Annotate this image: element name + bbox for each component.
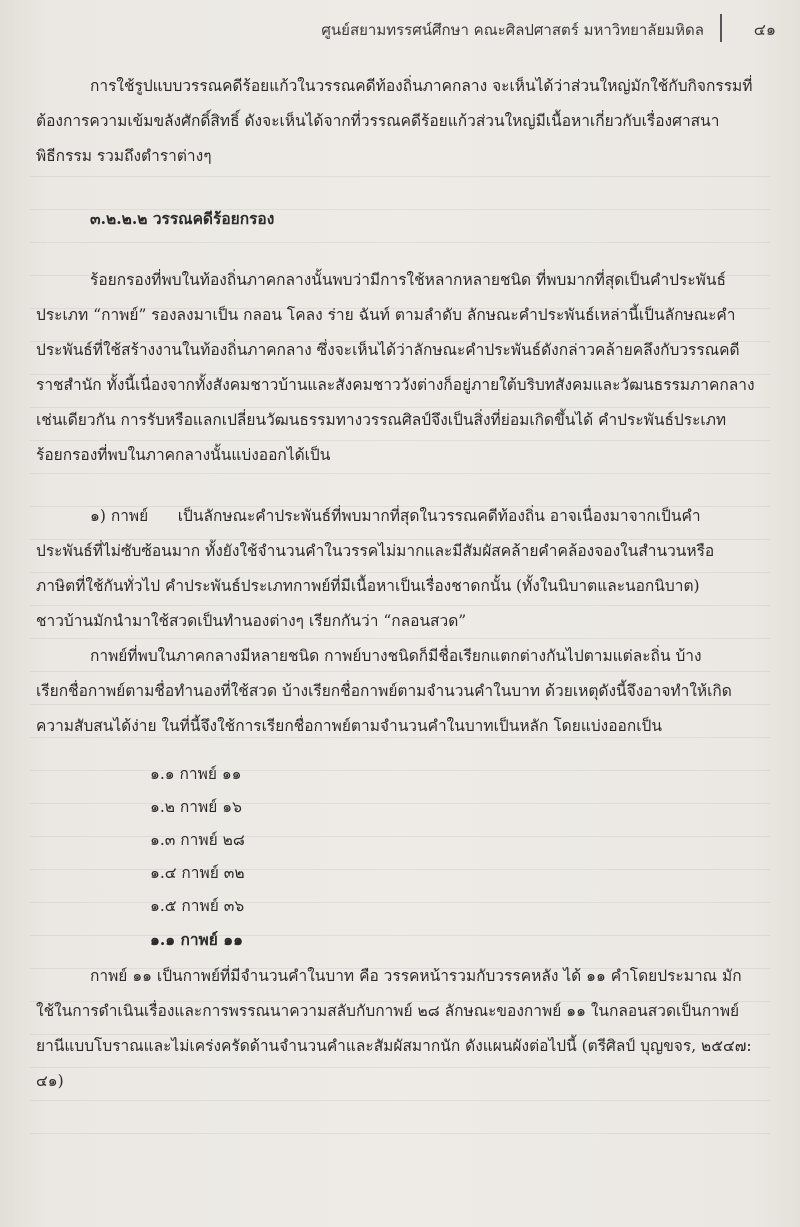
subsection-heading: ๑.๑ กาพย์ ๑๑ <box>150 930 243 949</box>
paragraph-line: ๔๑) <box>36 1072 64 1090</box>
paragraph-line: ประพันธ์ที่ไม่ซับซ้อนมาก ทั้งยังใช้จำนวนคำในวรรคไม่มากและมีสัมผัสคล้ายคำคล้องจองในสำนวนหรือ <box>36 542 715 560</box>
header-title: ศูนย์สยามทรรศน์ศึกษา คณะศิลปศาสตร์ มหาวิทยาลัยมหิดล <box>321 21 704 39</box>
section-heading: ๓.๒.๒.๒ วรรณคดีร้อยกรอง <box>90 209 275 228</box>
paragraph-line: เรียกชื่อกาพย์ตามชื่อทำนองที่ใช้สวด บ้างเรียกชื่อกาพย์ตามจำนวนคำในบาท ด้วยเหตุดังนี้จึงอาจทำให้เกิด <box>36 682 732 700</box>
paragraph-line: การใช้รูปแบบวรรณคดีร้อยแก้วในวรรณคดีท้องถิ่นภาคกลาง จะเห็นได้ว่าส่วนใหญ่มักใช้กับกิจกรรมที่ <box>90 77 753 95</box>
page-number: ๔๑ <box>753 20 776 39</box>
paragraph-line: ใช้ในการดำเนินเรื่องและการพรรณนาความสลับกับกาพย์ ๒๘ ลักษณะของกาพย์ ๑๑ ในกลอนสวดเป็นกาพย์ <box>36 1002 740 1020</box>
paragraph-line: เช่นเดียวกัน การรับหรือแลกเปลี่ยนวัฒนธรรมทางวรรณศิลป์จึงเป็นสิ่งที่ย่อมเกิดขึ้นได้ คำประพันธ์ประเภท <box>36 411 727 429</box>
list-item: ๑.๔ กาพย์ ๓๒ <box>150 864 245 882</box>
paragraph-line: ๑) กาพย์ เป็นลักษณะคำประพันธ์ที่พบมากที่สุดในวรรณคดีท้องถิ่น อาจเนื่องมาจากเป็นคำ <box>90 507 701 525</box>
list-item: ๑.๑ กาพย์ ๑๑ <box>150 765 242 783</box>
header-separator <box>720 14 722 42</box>
list-item: ๑.๒ กาพย์ ๑๖ <box>150 798 242 816</box>
paragraph-line: กาพย์ที่พบในภาคกลางมีหลายชนิด กาพย์บางชนิดก็มีชื่อเรียกแตกต่างกันไปตามแต่ละถิ่น บ้าง <box>90 647 702 665</box>
paragraph-line: ความสับสนได้ง่าย ในที่นี้จึงใช้การเรียกชื่อกาพย์ตามจำนวนคำในบาทเป็นหลัก โดยแบ่งออกเป็น <box>36 717 662 735</box>
paragraph-line: ประพันธ์ที่ใช้สร้างงานในท้องถิ่นภาคกลาง ซึ่งจะเห็นได้ว่าลักษณะคำประพันธ์ดังกล่าวคล้ายคลึงกับวรรณคดี <box>36 341 740 359</box>
paragraph-line: ร้อยกรองที่พบในท้องถิ่นภาคกลางนั้นพบว่ามีการใช้หลากหลายชนิด ที่พบมากที่สุดเป็นคำประพันธ์ <box>90 271 726 289</box>
list-item: ๑.๕ กาพย์ ๓๖ <box>150 897 245 915</box>
paragraph-line: ภาษิตที่ใช้กันทั่วไป คำประพันธ์ประเภทกาพย์ที่มีเนื้อหาเป็นเรื่องชาดกนั้น (ทั้งในนิบาตและนอกนิบาต) <box>36 577 700 595</box>
paragraph-line: ยานีแบบโบราณและไม่เคร่งครัดด้านจำนวนคำและสัมผัสมากนัก ดังแผนผังต่อไปนี้ (ตรีศิลป์ บุญขจร, ๒๕๔๗: <box>36 1037 752 1055</box>
paragraph-line: ร้อยกรองที่พบในภาคกลางนั้นแบ่งออกได้เป็น <box>36 446 331 464</box>
paragraph-line: ต้องการความเข้มขลังศักดิ์สิทธิ์ ดังจะเห็นได้จากที่วรรณคดีร้อยแก้วส่วนใหญ่มีเนื้อหาเกี่ยวกับเรื่องศาสนา <box>36 112 720 130</box>
paragraph-line: กาพย์ ๑๑ เป็นกาพย์ที่มีจำนวนคำในบาท คือ วรรคหน้ารวมกับวรรคหลัง ได้ ๑๑ คำโดยประมาณ มัก <box>90 967 742 985</box>
paragraph-line: ราชสำนัก ทั้งนี้เนื่องจากทั้งสังคมชาวบ้านและสังคมชาววังต่างก็อยู่ภายใต้บริบทสังคมและวัฒนธรรมภาคกลาง <box>36 376 755 394</box>
list-item: ๑.๓ กาพย์ ๒๘ <box>150 831 245 849</box>
page-header <box>321 14 782 44</box>
paragraph-line: ชาวบ้านมักนำมาใช้สวดเป็นทำนองต่างๆ เรียกกันว่า “กลอนสวด” <box>36 612 467 630</box>
paragraph-line: พิธีกรรม รวมถึงตำราต่างๆ <box>36 147 212 165</box>
paragraph-line: ประเภท “กาพย์” รองลงมาเป็น กลอน โคลง ร่าย ฉันท์ ตามลำดับ ลักษณะคำประพันธ์เหล่านี้เป็นลักษณะคำ <box>36 306 736 324</box>
